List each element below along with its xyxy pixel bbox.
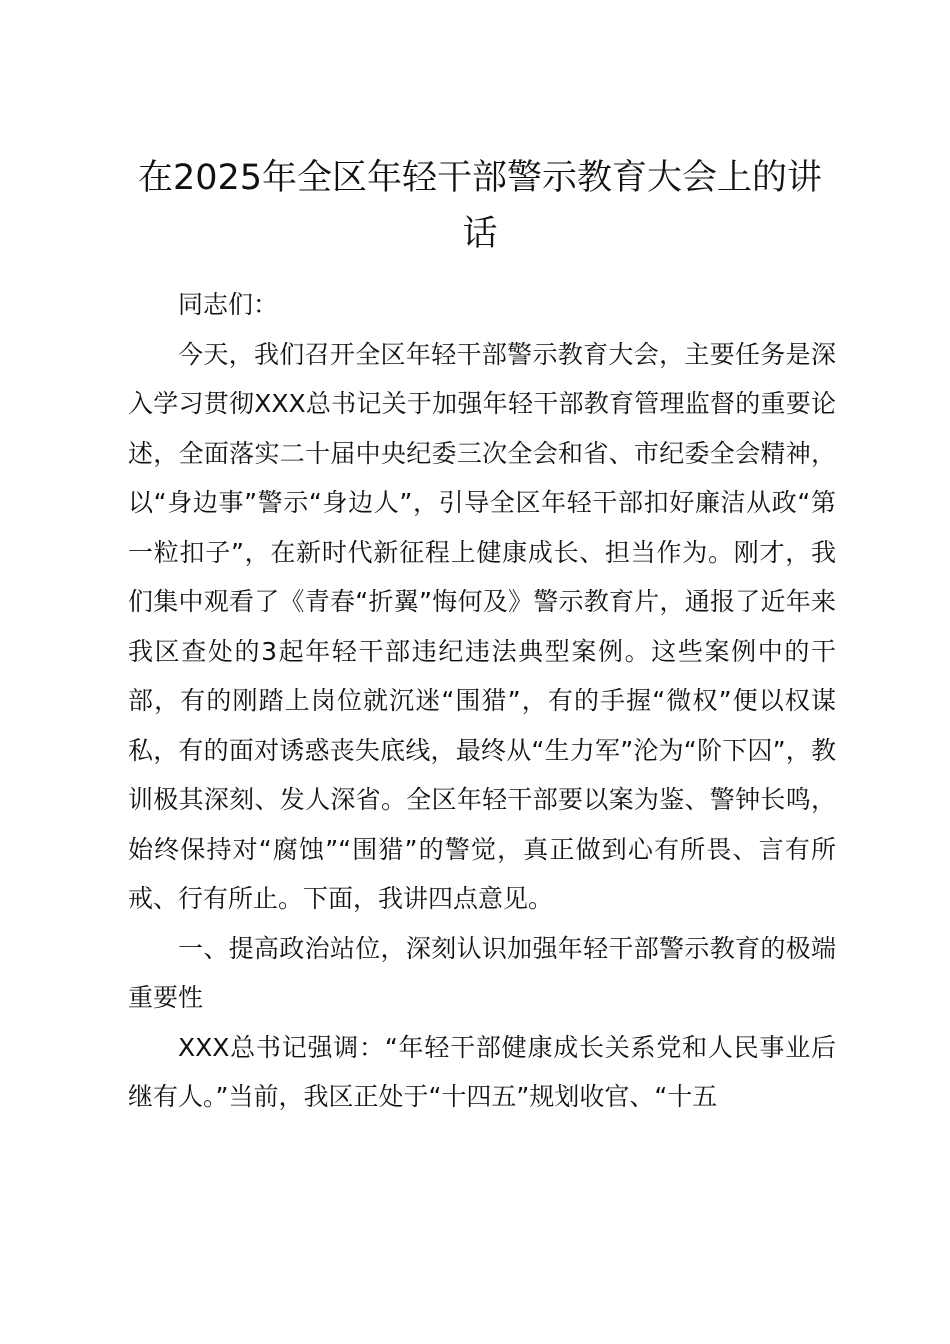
section-1-paragraph: XXX总书记强调：“年轻干部健康成长关系党和人民事业后继有人。”当前，我区正处于“十四五”规划收官、“十五 [128, 1032, 836, 1111]
salutation: 同志们： [178, 290, 279, 319]
section-heading-1: 一、提高政治站位，深刻认识加强年轻干部警示教育的极端重要性 [128, 933, 836, 1012]
document-title: 在2025年全区年轻干部警示教育大会上的讲话 [137, 158, 823, 254]
opening-paragraph: 今天，我们召开全区年轻干部警示教育大会，主要任务是深入学习贯彻XXX总书记关于加强年轻干部教育管理监督的重要论述，全面落实二十届中央纪委三次全会和省、市纪委全会精神，以“身边事”警示“身边人”，引导全区年轻干部扣好廉洁从政“第一粒扣子”，在新时代新征程上健康成长、担当作为。刚才，我们集中观看了《青春“折翼”悔何及》警示教育片，通报了近年来我区查处的3起年轻干部违纪违法典型案例。这些案例中的干部，有的刚踏上岗位就沉迷“围猎”，有的手握“微权”便以权谋私，有的面对诱惑丧失底线，最终从“生力军”沦为“阶下囚”，教训极其深刻、发人深省。全区年轻干部要以案为鉴、警钟长鸣，始终保持对“腐蚀”“围猎”的警觉，真正做到心有所畏、言有所戒、行有所止。下面，我讲四点意见。 [128, 339, 836, 913]
document-body [128, 280, 836, 1122]
